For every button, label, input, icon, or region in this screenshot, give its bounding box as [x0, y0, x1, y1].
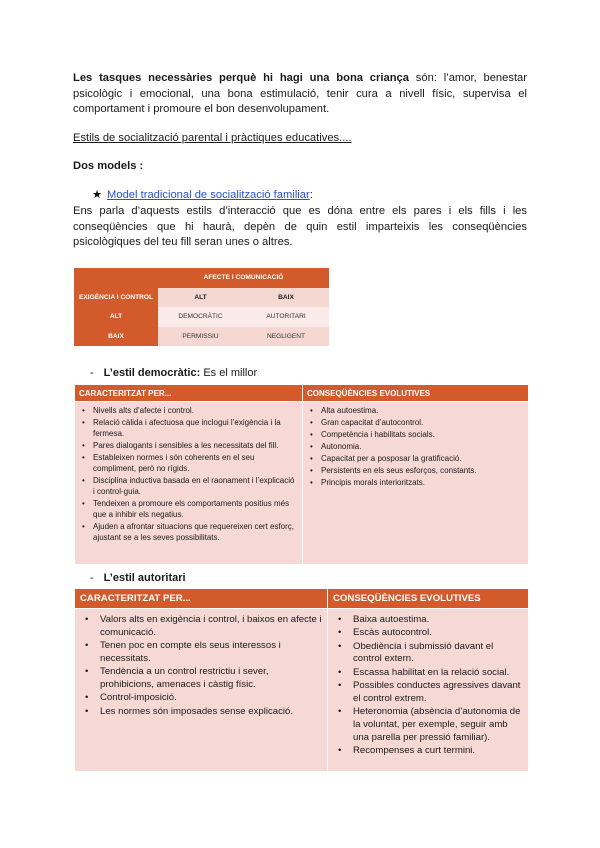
list-item: • Control-imposició. [80, 692, 322, 705]
autoritari-heading [90, 572, 186, 584]
autoritari-title: L’estil autoritari [103, 572, 186, 584]
matrix-row-label: ALT [74, 307, 158, 327]
list-item: • Autonomia. [307, 441, 524, 452]
list-item: • Escàs autocontrol. [333, 627, 523, 640]
list-item: • Tendència a un control restrictiu i sever, prohibicions, amenaces i càstig físic. [80, 666, 322, 692]
section-subtitle: Estils de socialització parental i pràctiques educatives.... [73, 132, 352, 144]
list-item: • Heteronomia (absència d’autonomia de la voluntat, per exemple, seguir amb una parella per pressió familiar). [333, 706, 523, 744]
democratic-traits-list [79, 405, 298, 543]
list-item: • Capacitat per a posposar la gratificació. [307, 453, 524, 464]
list-item: • Baixa autoestima. [333, 614, 523, 627]
democratic-note: Es el millor [200, 367, 258, 379]
autoritari-col2-header: CONSEQÜÈNCIES EVOLUTIVES [328, 589, 529, 609]
democratic-title: L’estil democràtic: [103, 367, 201, 379]
list-item: • Possibles conductes agressives davant el control extrem. [333, 680, 523, 706]
model-list-item [92, 188, 313, 201]
list-item: • Tenen poc en compte els seus interessos i necessitats. [80, 640, 322, 666]
parenting-style-matrix [74, 268, 329, 346]
matrix-cell: AUTORITARI [243, 307, 329, 327]
dash-marker: - [90, 367, 94, 379]
matrix-cell: PERMISSIU [158, 327, 243, 347]
star-icon: ★ [92, 189, 103, 201]
intro-rest: són: l’amor, benestar psicològic i emocional, una bona estimulació, tenir cura a nivell físic, supervisa el comportament i promoure el bon desenvolupament. [73, 72, 528, 115]
list-item: • Pares dialogants i sensibles a les necessitats del fill. [79, 440, 298, 451]
matrix-header-affect: AFECTE I COMUNICACIÓ [158, 268, 329, 288]
models-heading: Dos models : [73, 160, 144, 172]
intro-paragraph [73, 71, 527, 118]
democratic-col2-cell [303, 402, 529, 565]
list-item: • Principis morals interioritzats. [307, 477, 524, 488]
matrix-cell: NEGLIGENT [243, 327, 329, 347]
intro-bold-lead: Les tasques necessàries perquè hi hagi una bona criança [73, 72, 409, 84]
democratic-col1-header: CARACTERITZAT PER... [75, 385, 303, 402]
list-item: • Alta autoestima. [307, 405, 524, 416]
democratic-consequences-list [307, 405, 524, 488]
list-item: • Competència i habilitats socials. [307, 429, 524, 440]
list-item: • Persistents en els seus esforços, constants. [307, 465, 524, 476]
model-link[interactable]: Model tradicional de socialització familiar [107, 189, 310, 201]
list-item: • Obediència i submissió davant el control extern. [333, 641, 523, 667]
list-item: • Disciplina inductiva basada en el raonament i l’explicació i control-guia. [79, 475, 298, 497]
democratic-col1-cell [75, 402, 303, 565]
list-item: • Gran capacitat d’autocontrol. [307, 417, 524, 428]
matrix-col-baix: BAIX [243, 288, 329, 308]
list-item: • Relació càlida i afectuosa que inclogui l’exigència i la fermesa. [79, 417, 298, 439]
model-colon: : [309, 189, 313, 201]
list-item: • Estableixen normes i són coherents en el seu compliment, però no rígids. [79, 452, 298, 474]
democratic-table [74, 384, 529, 565]
autoritari-col1-header: CARACTERITZAT PER... [75, 589, 328, 609]
autoritari-consequences-list [333, 614, 523, 758]
autoritari-traits-list [80, 614, 322, 718]
list-item: • Recompenses a curt termini. [333, 745, 523, 758]
list-item: • Valors alts en exigència i control, i baixos en afecte i comunicació. [80, 614, 322, 640]
democratic-heading [90, 367, 257, 379]
matrix-corner [74, 268, 158, 288]
autoritari-col1-cell [75, 609, 328, 772]
list-item: • Escassa habilitat en la relació social. [333, 667, 523, 680]
list-item: • Les normes són imposades sense explicació. [80, 706, 322, 719]
autoritari-table [74, 588, 529, 772]
matrix-cell: DEMOCRÀTIC [158, 307, 243, 327]
list-item: • Ajuden a afrontar situacions que requereixen cert esforç, ajustant se a les seves possibilitats. [79, 521, 298, 543]
matrix-col-alt: ALT [158, 288, 243, 308]
autoritari-col2-cell [328, 609, 529, 772]
model-description: Ens parla d’aquests estils d’interacció que es dóna entre els pares i els fills i les conseqüències que hi haurà, depèn de quin estil imparteixis les conseqüències psicològiques del teu fill seran unes o altres. [73, 205, 527, 248]
dash-marker: - [90, 572, 94, 584]
list-item: • Tendeixen a promoure els comportaments positius més que a inhibir els negatius. [79, 498, 298, 520]
matrix-row-label: BAIX [74, 327, 158, 347]
matrix-header-demand: EXIGÈNCIA I CONTROL [74, 288, 158, 308]
democratic-col2-header: CONSEQÜÈNCIES EVOLUTIVES [303, 385, 529, 402]
list-item: • Nivells alts d’afecte i control. [79, 405, 298, 416]
